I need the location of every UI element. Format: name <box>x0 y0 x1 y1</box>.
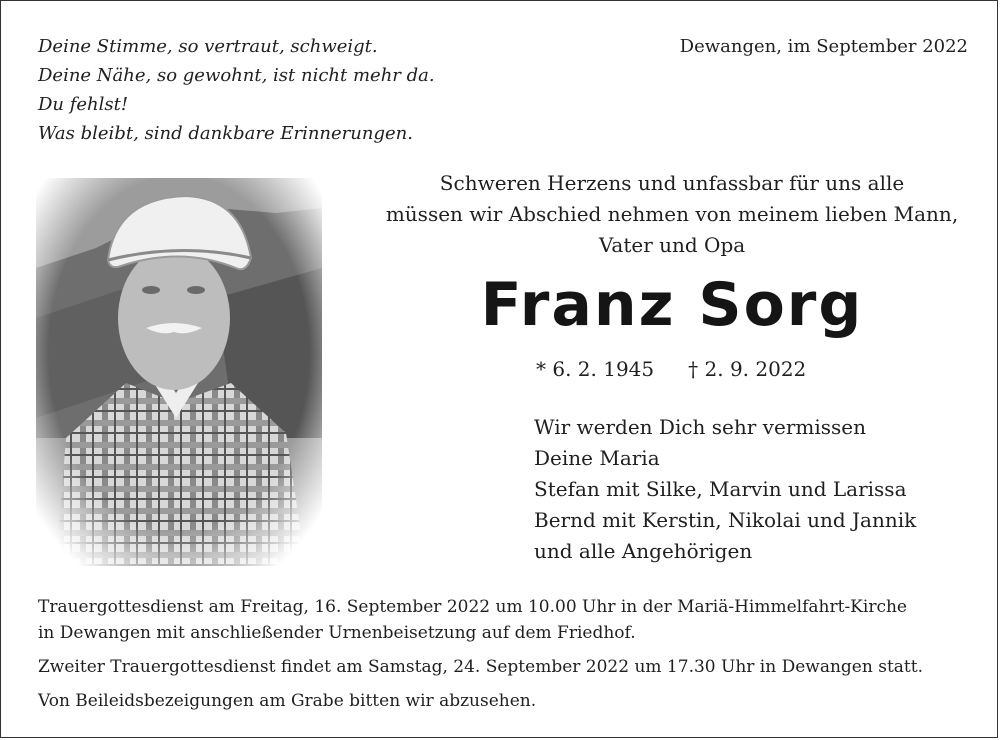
funeral-notices <box>38 594 968 722</box>
place-date: Dewangen, im September 2022 <box>679 36 968 57</box>
condolence-notice: Von Beileidsbezeigungen am Grabe bitten wir abzusehen. <box>38 691 537 711</box>
mourner-line: und alle Angehörigen <box>534 539 753 563</box>
mourner-line: Stefan mit Silke, Marvin und Larissa <box>534 477 907 501</box>
mourners-list <box>534 412 916 567</box>
poem-line: Deine Stimme, so vertraut, schweigt. <box>38 36 378 57</box>
mourner-line: Bernd mit Kerstin, Nikolai und Jannik <box>534 508 917 532</box>
second-service-notice: Zweiter Trauergottesdienst findet am Samstag, 24. September 2022 um 17.30 Uhr in Dewangen statt. <box>38 657 923 677</box>
intro-line: Vater und Opa <box>598 233 746 257</box>
poem-line: Was bleibt, sind dankbare Erinnerungen. <box>38 123 413 144</box>
deceased-name: Franz Sorg <box>480 270 864 340</box>
poem-line: Du fehlst! <box>38 94 129 115</box>
service-line: Trauergottesdienst am Freitag, 16. September 2022 um 10.00 Uhr in der Mariä-Himmelfahrt-Kirche <box>38 597 907 617</box>
portrait-photo <box>36 178 322 566</box>
birth-date: * 6. 2. 1945 <box>536 357 655 381</box>
death-date: † 2. 9. 2022 <box>688 357 807 381</box>
intro-line: müssen wir Abschied nehmen von meinem lieben Mann, <box>385 202 959 226</box>
intro-text <box>346 168 998 261</box>
service-notice <box>38 594 968 646</box>
intro-line: Schweren Herzens und unfassbar für uns alle <box>439 171 905 195</box>
life-dates <box>536 356 806 382</box>
mourner-line: Deine Maria <box>534 446 660 470</box>
service-line: in Dewangen mit anschließender Urnenbeisetzung auf dem Friedhof. <box>38 623 636 643</box>
poem-line: Deine Nähe, so gewohnt, ist nicht mehr da. <box>38 65 435 86</box>
poem <box>38 32 435 148</box>
mourner-line: Wir werden Dich sehr vermissen <box>534 415 866 439</box>
